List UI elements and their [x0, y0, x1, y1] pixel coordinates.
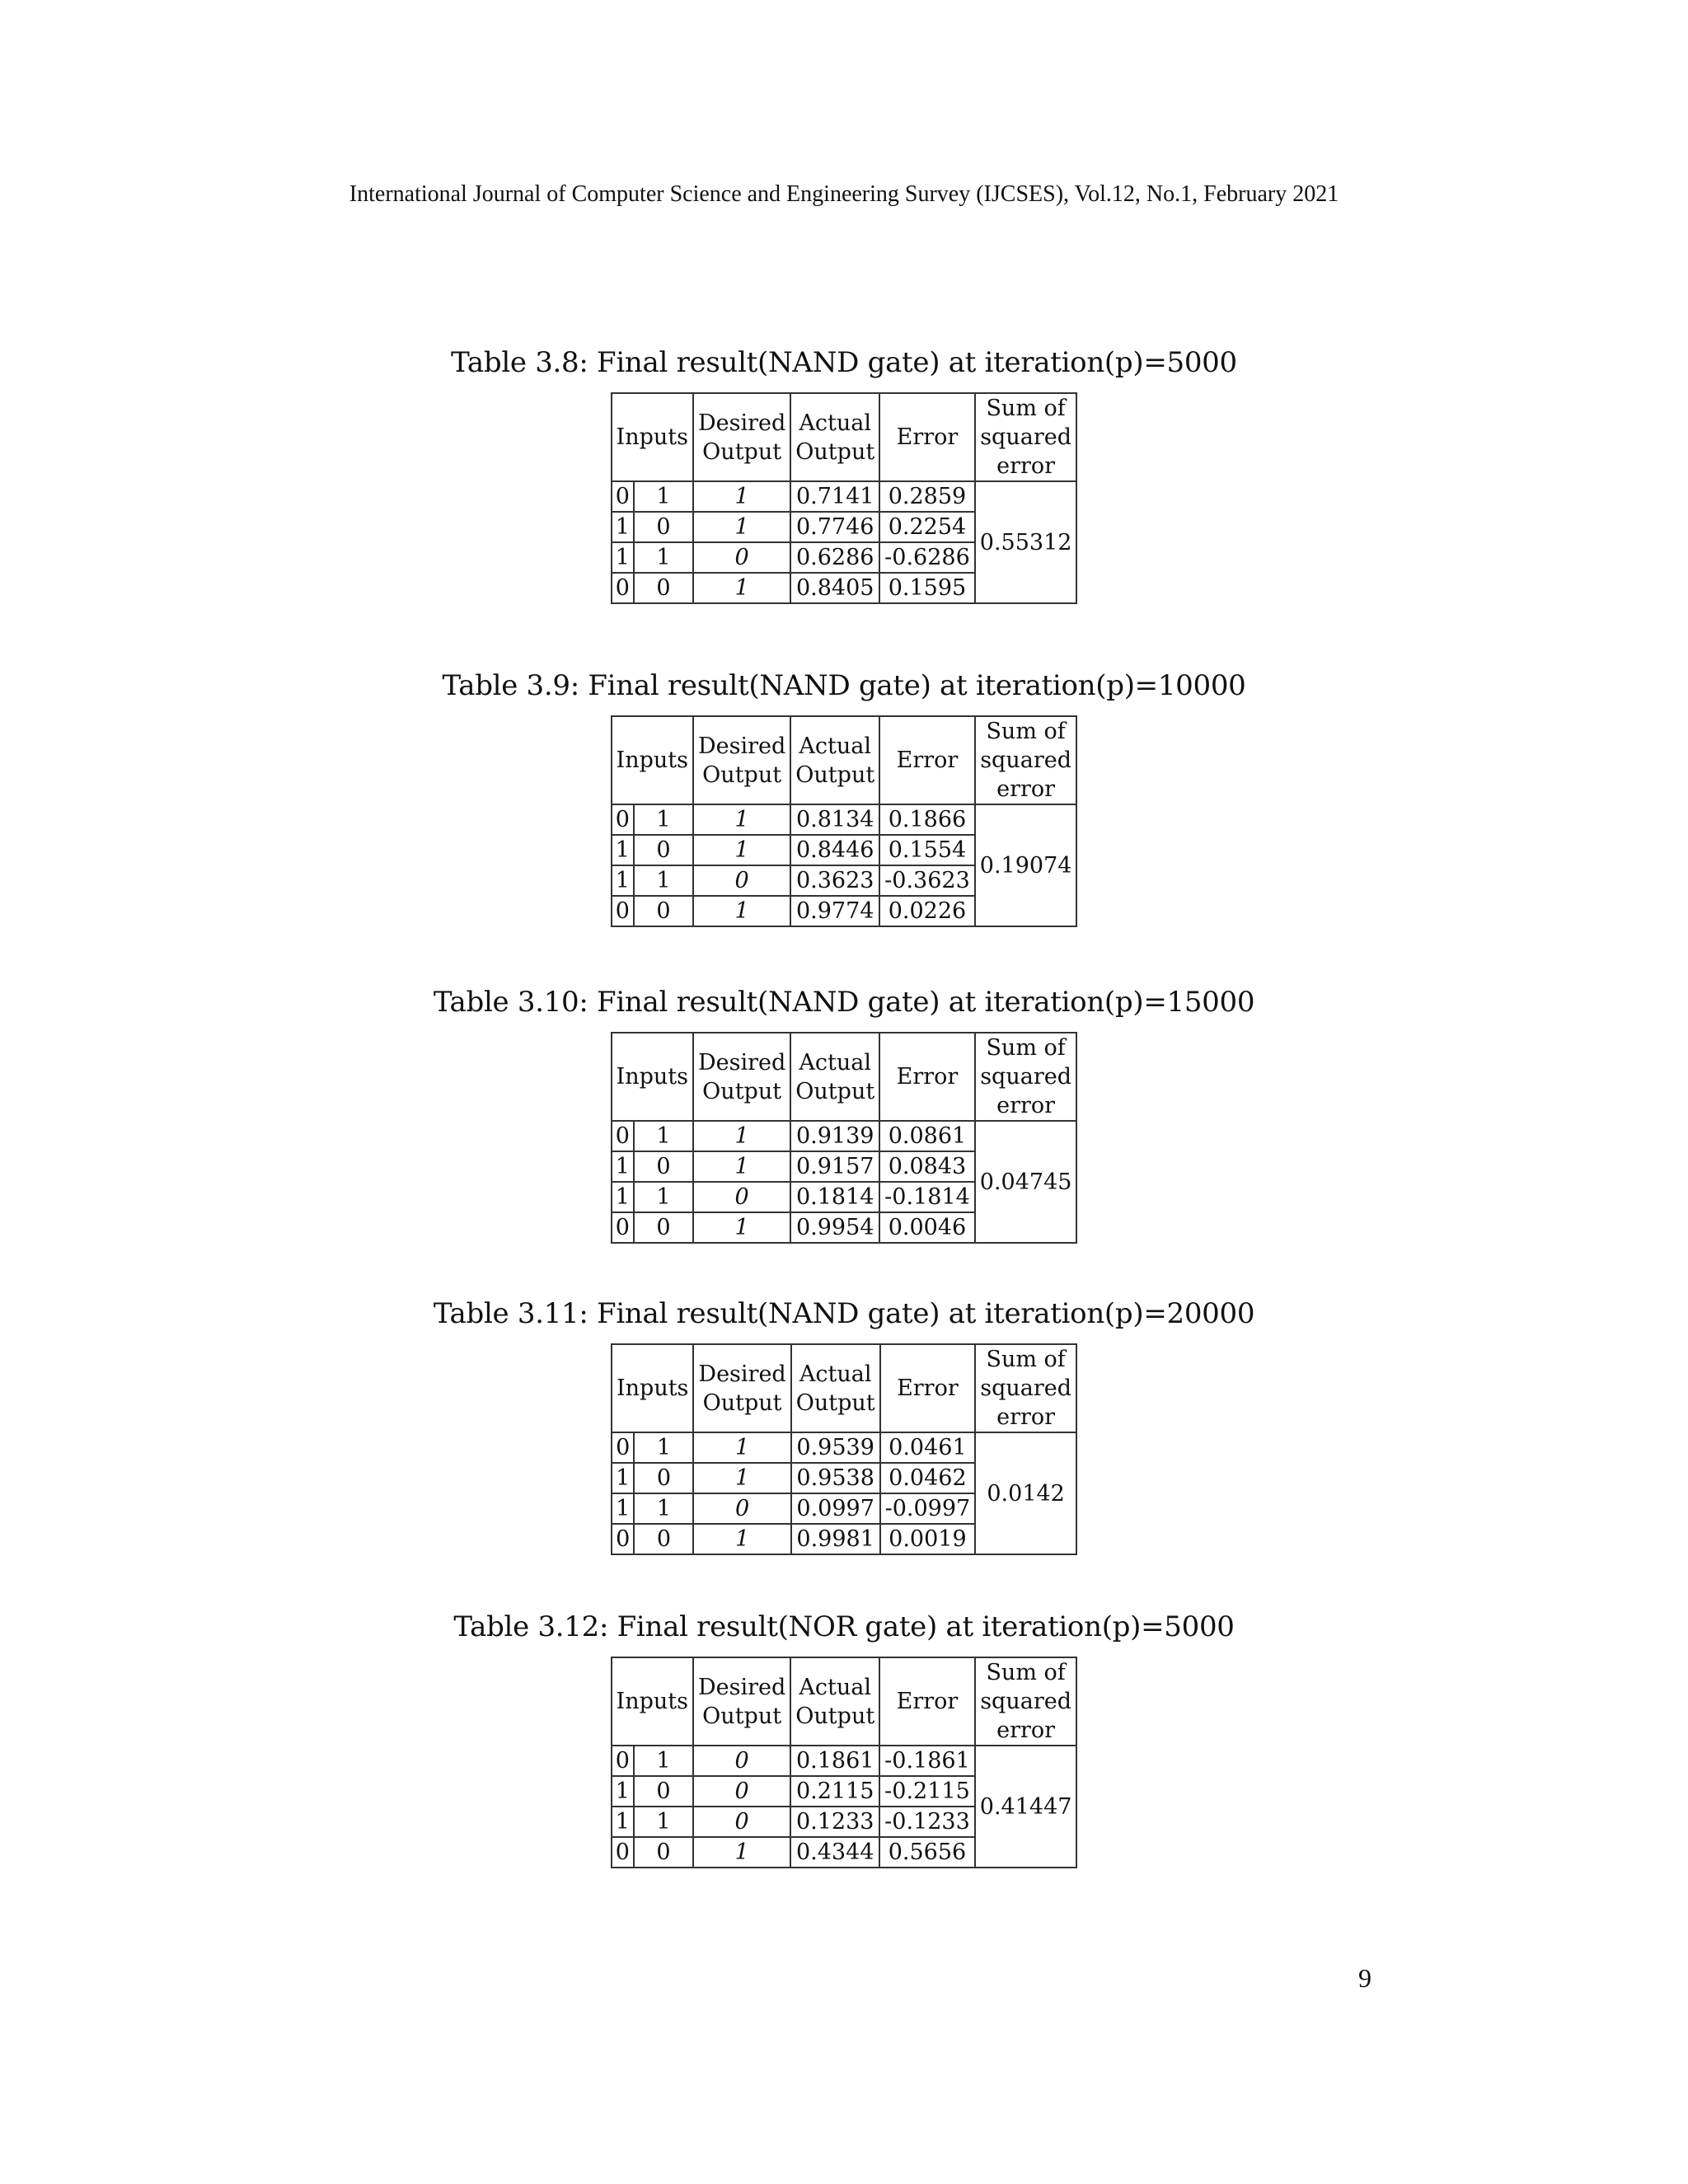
- table-caption: Table 3.8: Final result(NAND gate) at iteration(p)=5000: [451, 346, 1237, 379]
- header-actual-output: Actual Output: [790, 716, 879, 804]
- table-block: [0, 669, 1688, 927]
- header-inputs: Inputs: [612, 1344, 693, 1432]
- desired-output-cell: 1: [693, 804, 790, 835]
- table-block: [0, 1610, 1688, 1868]
- error-cell: 0.2859: [879, 481, 975, 512]
- input-1-cell: 0: [612, 1524, 635, 1554]
- table-row: [612, 1746, 1077, 1776]
- header-inputs: Inputs: [612, 1033, 693, 1121]
- error-cell: -0.6286: [879, 542, 975, 573]
- input-1-cell: 1: [612, 1151, 635, 1182]
- header-inputs: Inputs: [612, 393, 693, 481]
- actual-output-cell: 0.1861: [790, 1746, 879, 1776]
- table-caption: Table 3.12: Final result(NOR gate) at iteration(p)=5000: [453, 1610, 1235, 1643]
- input-1-cell: 1: [612, 542, 635, 573]
- desired-output-cell: 1: [693, 896, 790, 926]
- error-cell: 0.2254: [879, 512, 975, 542]
- error-cell: 0.0226: [879, 896, 975, 926]
- table-header-row: [612, 1344, 1076, 1432]
- input-1-cell: 0: [612, 573, 635, 603]
- actual-output-cell: 0.7141: [790, 481, 879, 512]
- desired-output-cell: 1: [693, 1212, 790, 1243]
- input-2-cell: 1: [634, 1807, 693, 1837]
- header-sum-squared-error: Sum of squared error: [975, 1033, 1077, 1121]
- input-2-cell: 0: [634, 573, 693, 603]
- input-1-cell: 0: [612, 1212, 635, 1243]
- input-1-cell: 0: [612, 1837, 635, 1868]
- input-2-cell: 0: [634, 1837, 693, 1868]
- desired-output-cell: 1: [693, 835, 790, 865]
- actual-output-cell: 0.8134: [790, 804, 879, 835]
- input-2-cell: 0: [634, 1524, 693, 1554]
- header-sum-squared-error: Sum of squared error: [975, 716, 1077, 804]
- input-2-cell: 1: [634, 1493, 693, 1524]
- header-error: Error: [880, 1344, 976, 1432]
- error-cell: 0.0861: [879, 1121, 975, 1151]
- actual-output-cell: 0.7746: [790, 512, 879, 542]
- actual-output-cell: 0.6286: [790, 542, 879, 573]
- input-2-cell: 1: [634, 1432, 693, 1463]
- error-cell: 0.0843: [879, 1151, 975, 1182]
- input-1-cell: 1: [612, 1182, 635, 1212]
- page-number: 9: [1358, 1963, 1372, 1993]
- error-cell: -0.2115: [879, 1776, 975, 1807]
- results-table: [611, 392, 1078, 604]
- error-cell: 0.0019: [880, 1524, 976, 1554]
- error-cell: 0.1595: [879, 573, 975, 603]
- actual-output-cell: 0.1814: [790, 1182, 879, 1212]
- running-header: International Journal of Computer Science and Engineering Survey (IJCSES), Vol.12, No.1, February 2021: [349, 181, 1339, 207]
- actual-output-cell: 0.9539: [791, 1432, 880, 1463]
- header-error: Error: [879, 393, 975, 481]
- actual-output-cell: 0.9981: [791, 1524, 880, 1554]
- desired-output-cell: 0: [693, 542, 790, 573]
- sse-cell: 0.04745: [975, 1121, 1077, 1243]
- actual-output-cell: 0.9139: [790, 1121, 879, 1151]
- desired-output-cell: 0: [693, 1182, 790, 1212]
- header-sum-squared-error: Sum of squared error: [975, 1344, 1076, 1432]
- sse-cell: 0.41447: [975, 1746, 1077, 1868]
- header-desired-output: Desired Output: [693, 1344, 790, 1432]
- header-desired-output: Desired Output: [693, 1033, 790, 1121]
- desired-output-cell: 0: [693, 1807, 790, 1837]
- desired-output-cell: 1: [693, 1524, 790, 1554]
- error-cell: -0.1861: [879, 1746, 975, 1776]
- error-cell: 0.0461: [880, 1432, 976, 1463]
- error-cell: -0.1814: [879, 1182, 975, 1212]
- sse-cell: 0.19074: [975, 804, 1077, 926]
- input-2-cell: 0: [634, 512, 693, 542]
- header-error: Error: [879, 1657, 975, 1746]
- results-table: [611, 715, 1078, 927]
- actual-output-cell: 0.2115: [790, 1776, 879, 1807]
- actual-output-cell: 0.9157: [790, 1151, 879, 1182]
- input-1-cell: 1: [612, 1493, 635, 1524]
- error-cell: 0.5656: [879, 1837, 975, 1868]
- desired-output-cell: 1: [693, 573, 790, 603]
- actual-output-cell: 0.9774: [790, 896, 879, 926]
- desired-output-cell: 0: [693, 1746, 790, 1776]
- header-error: Error: [879, 716, 975, 804]
- input-1-cell: 0: [612, 804, 635, 835]
- input-1-cell: 1: [612, 1807, 635, 1837]
- input-2-cell: 1: [634, 804, 693, 835]
- header-actual-output: Actual Output: [791, 1344, 880, 1432]
- results-table: [611, 1657, 1078, 1868]
- table-header-row: [612, 716, 1077, 804]
- header-inputs: Inputs: [612, 1657, 693, 1746]
- results-table: [611, 1032, 1078, 1244]
- input-2-cell: 1: [634, 1121, 693, 1151]
- error-cell: 0.1866: [879, 804, 975, 835]
- results-table: [611, 1343, 1077, 1555]
- input-1-cell: 1: [612, 865, 635, 896]
- table-caption: Table 3.11: Final result(NAND gate) at iteration(p)=20000: [433, 1297, 1255, 1330]
- input-2-cell: 1: [634, 542, 693, 573]
- desired-output-cell: 1: [693, 481, 790, 512]
- error-cell: 0.0046: [879, 1212, 975, 1243]
- input-2-cell: 0: [634, 896, 693, 926]
- table-header-row: [612, 1657, 1077, 1746]
- actual-output-cell: 0.4344: [790, 1837, 879, 1868]
- input-2-cell: 0: [634, 1212, 693, 1243]
- desired-output-cell: 1: [693, 1121, 790, 1151]
- desired-output-cell: 1: [693, 1432, 790, 1463]
- header-desired-output: Desired Output: [693, 716, 790, 804]
- input-2-cell: 1: [634, 481, 693, 512]
- desired-output-cell: 0: [693, 1776, 790, 1807]
- header-sum-squared-error: Sum of squared error: [975, 1657, 1077, 1746]
- header-actual-output: Actual Output: [790, 1033, 879, 1121]
- table-row: [612, 804, 1077, 835]
- input-1-cell: 1: [612, 835, 635, 865]
- actual-output-cell: 0.8405: [790, 573, 879, 603]
- input-1-cell: 0: [612, 1121, 635, 1151]
- table-block: [0, 1297, 1688, 1555]
- header-actual-output: Actual Output: [790, 1657, 879, 1746]
- table-row: [612, 481, 1077, 512]
- error-cell: 0.1554: [879, 835, 975, 865]
- input-1-cell: 1: [612, 1463, 635, 1493]
- desired-output-cell: 1: [693, 512, 790, 542]
- table-row: [612, 1432, 1076, 1463]
- table-header-row: [612, 393, 1077, 481]
- input-2-cell: 1: [634, 1746, 693, 1776]
- desired-output-cell: 1: [693, 1837, 790, 1868]
- input-1-cell: 0: [612, 1432, 635, 1463]
- error-cell: -0.3623: [879, 865, 975, 896]
- input-2-cell: 1: [634, 1182, 693, 1212]
- table-header-row: [612, 1033, 1077, 1121]
- error-cell: -0.1233: [879, 1807, 975, 1837]
- input-2-cell: 1: [634, 865, 693, 896]
- actual-output-cell: 0.0997: [791, 1493, 880, 1524]
- desired-output-cell: 1: [693, 1463, 790, 1493]
- desired-output-cell: 1: [693, 1151, 790, 1182]
- desired-output-cell: 0: [693, 865, 790, 896]
- input-1-cell: 1: [612, 512, 635, 542]
- input-1-cell: 0: [612, 481, 635, 512]
- header-sum-squared-error: Sum of squared error: [975, 393, 1077, 481]
- input-2-cell: 0: [634, 835, 693, 865]
- input-1-cell: 0: [612, 896, 635, 926]
- input-2-cell: 0: [634, 1776, 693, 1807]
- header-inputs: Inputs: [612, 716, 693, 804]
- error-cell: 0.0462: [880, 1463, 976, 1493]
- actual-output-cell: 0.1233: [790, 1807, 879, 1837]
- input-1-cell: 1: [612, 1776, 635, 1807]
- input-2-cell: 0: [634, 1463, 693, 1493]
- header-desired-output: Desired Output: [693, 393, 790, 481]
- table-caption: Table 3.9: Final result(NAND gate) at iteration(p)=10000: [442, 669, 1246, 702]
- input-2-cell: 0: [634, 1151, 693, 1182]
- table-block: [0, 986, 1688, 1244]
- actual-output-cell: 0.3623: [790, 865, 879, 896]
- header-desired-output: Desired Output: [693, 1657, 790, 1746]
- sse-cell: 0.0142: [975, 1432, 1076, 1554]
- actual-output-cell: 0.8446: [790, 835, 879, 865]
- table-caption: Table 3.10: Final result(NAND gate) at iteration(p)=15000: [433, 986, 1255, 1019]
- error-cell: -0.0997: [880, 1493, 976, 1524]
- table-row: [612, 1121, 1077, 1151]
- sse-cell: 0.55312: [975, 481, 1077, 603]
- header-error: Error: [879, 1033, 975, 1121]
- actual-output-cell: 0.9954: [790, 1212, 879, 1243]
- header-actual-output: Actual Output: [790, 393, 879, 481]
- table-block: [0, 346, 1688, 604]
- desired-output-cell: 0: [693, 1493, 790, 1524]
- actual-output-cell: 0.9538: [791, 1463, 880, 1493]
- input-1-cell: 0: [612, 1746, 635, 1776]
